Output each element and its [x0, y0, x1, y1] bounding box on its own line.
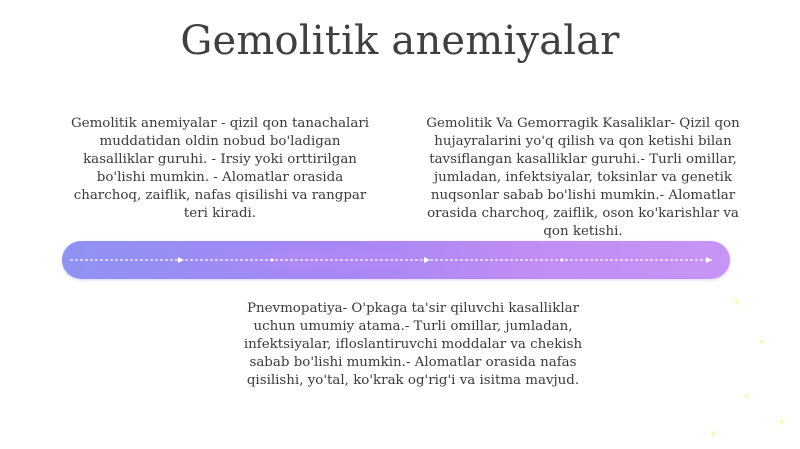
sparkle-decoration	[780, 420, 783, 423]
text-block-pneumopathy: Pnevmopatiya- O'pkaga ta'sir qiluvchi kasalliklar uchun umumiy atama.- Turli omillar, jumladan, infektsiyalar, ifloslantiruvchi moddalar va chekish sabab bo'lishi mumkin.- Alomatlar orasida nafas qisilishi, yo'tal, ko'krak og'rig'i va isitma mavjud.	[243, 301, 583, 388]
sparkle-decoration	[735, 300, 738, 303]
timeline-arrows-icon	[62, 241, 730, 279]
sparkle-decoration	[712, 432, 715, 435]
text-block-hemolytic-anemias: Gemolitik anemiyalar - qizil qon tanachalari muddatidan oldin nobud bo'ladigan kasalliklar guruhi. - Irsiy yoki orttirilgan bo'lishi mumkin. - Alomatlar orasida charchoq, zaiflik, nafas qisilishi va rangpar teri kiradi.	[70, 116, 370, 221]
slide-title: Gemolitik anemiyalar	[180, 18, 620, 64]
text-block-hemolytic-hemorrhagic: Gemolitik Va Gemorragik Kasaliklar- Qizil qon hujayralarini yo'q qilish va qon ketishi bilan tavsiflangan kasalliklar guruhi.- Turli omillar, jumladan, infektsiyalar, toksinlar va genetik nuqsonlar sabab bo'lishi mumkin.- Alomatlar orasida charchoq, zaiflik, oson ko'karishlar va qon ketishi.	[426, 116, 740, 239]
sparkle-decoration	[760, 340, 763, 343]
sparkle-decoration	[745, 395, 748, 398]
timeline-bar	[62, 241, 730, 279]
